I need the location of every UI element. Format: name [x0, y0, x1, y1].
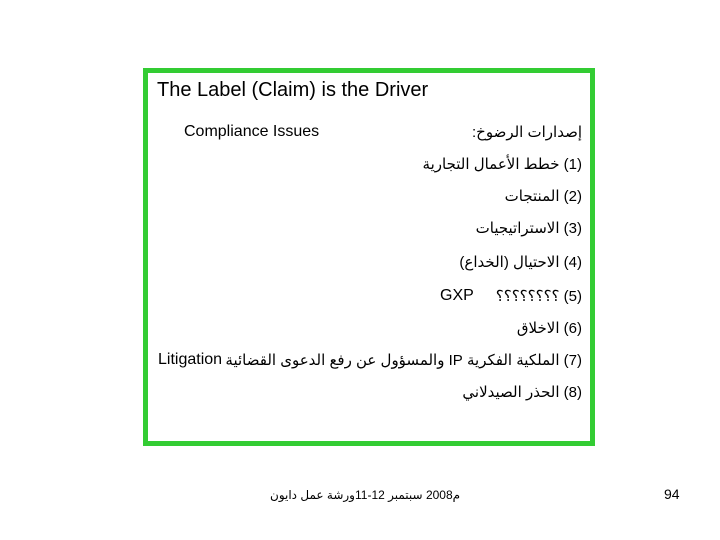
list-item-4: (4) الاحتيال (الخداع) — [459, 254, 582, 271]
compliance-issues-label: Compliance Issues — [184, 123, 320, 140]
page-number: 94 — [664, 486, 680, 502]
list-item-8: (8) الحذر الصيدلاني — [462, 384, 582, 401]
list-item-5: (5) ؟؟؟؟؟؟؟؟ — [495, 288, 582, 305]
list-item-1: (1) خطط الأعمال التجارية — [422, 156, 582, 173]
footer-text: م2008 سبتمبر 12-11ورشة عمل دايون — [270, 488, 461, 502]
list-item-6: (6) الاخلاق — [516, 320, 582, 337]
list-item-3: (3) الاستراتيجيات — [475, 220, 582, 237]
litigation-label: Litigation — [158, 351, 223, 368]
list-item-2: (2) المنتجات — [504, 188, 582, 205]
slide-title: The Label (Claim) is the Driver — [157, 79, 429, 101]
gxp-label: GXP — [440, 287, 474, 304]
arabic-heading: إصدارات الرضوخ: — [472, 124, 582, 141]
list-item-7: (7) الملكية الفكرية IP والمسؤول عن رفع الدعوى القضائية — [225, 352, 582, 369]
